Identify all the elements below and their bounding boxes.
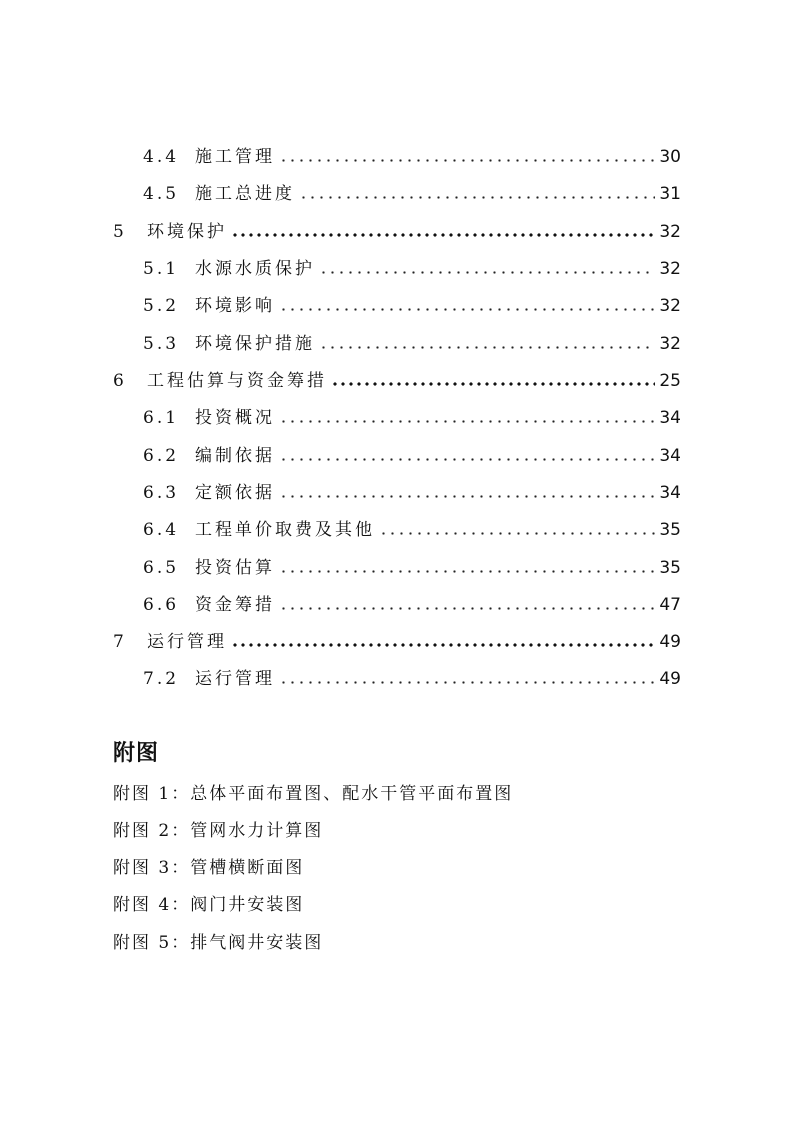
toc-entry[interactable] bbox=[113, 367, 681, 391]
toc-entry-page: 32 bbox=[659, 296, 681, 316]
toc-entry-title: 环境影响 bbox=[195, 296, 275, 316]
toc-entry-number: 7 bbox=[113, 632, 127, 652]
toc-entry-page: 25 bbox=[659, 371, 681, 391]
toc-entry-page: 32 bbox=[659, 222, 681, 242]
toc-dot-leader bbox=[279, 681, 655, 684]
toc-entry-number: 4.5 bbox=[143, 184, 180, 204]
toc-entry-page: 35 bbox=[659, 520, 681, 540]
toc-entry-number: 5.1 bbox=[143, 259, 180, 279]
toc-entry[interactable] bbox=[113, 628, 681, 652]
toc-entry[interactable] bbox=[143, 554, 681, 578]
toc-entry[interactable] bbox=[143, 479, 681, 503]
toc-entry-page: 32 bbox=[659, 334, 681, 354]
toc-entry-title: 环境保护措施 bbox=[195, 334, 315, 354]
toc-entry-page: 49 bbox=[659, 669, 681, 689]
toc-dot-leader bbox=[319, 271, 655, 274]
toc-dot-leader bbox=[279, 495, 655, 498]
appendix-item: 附图 4：阀门井安装图 bbox=[113, 895, 305, 915]
toc-entry-page: 49 bbox=[659, 632, 681, 652]
toc-dot-leader bbox=[231, 643, 655, 647]
toc-entry-page: 34 bbox=[659, 446, 681, 466]
toc-entry-number: 6.6 bbox=[143, 595, 180, 615]
toc-dot-leader bbox=[299, 196, 655, 199]
toc-entry-number: 7.2 bbox=[143, 669, 180, 689]
toc-entry[interactable] bbox=[143, 143, 681, 167]
appendix-heading: 附图 bbox=[113, 740, 160, 766]
toc-entry-title: 工程估算与资金筹措 bbox=[147, 371, 327, 391]
toc-entry-title: 编制依据 bbox=[195, 446, 275, 466]
toc-entry-title: 定额依据 bbox=[195, 483, 275, 503]
toc-entry-title: 环境保护 bbox=[147, 222, 227, 242]
toc-entry-number: 6.2 bbox=[143, 446, 180, 466]
toc-entry[interactable] bbox=[143, 404, 681, 428]
toc-entry-title: 投资估算 bbox=[195, 558, 275, 578]
toc-entry-page: 30 bbox=[659, 147, 681, 167]
appendix-item: 附图 2：管网水力计算图 bbox=[113, 821, 324, 841]
toc-entry[interactable] bbox=[143, 591, 681, 615]
toc-dot-leader bbox=[279, 570, 655, 573]
toc-entry-page: 34 bbox=[659, 408, 681, 428]
toc-entry-number: 6.3 bbox=[143, 483, 180, 503]
toc-entry-title: 施工总进度 bbox=[195, 184, 295, 204]
toc-entry-title: 运行管理 bbox=[195, 669, 275, 689]
appendix-item: 附图 5：排气阀井安装图 bbox=[113, 933, 324, 953]
toc-dot-leader bbox=[379, 532, 655, 535]
appendix-item: 附图 3：管槽横断面图 bbox=[113, 858, 305, 878]
toc-dot-leader bbox=[279, 308, 655, 311]
toc-entry[interactable] bbox=[143, 330, 681, 354]
toc-entry-title: 资金筹措 bbox=[195, 595, 275, 615]
toc-entry[interactable] bbox=[143, 255, 681, 279]
toc-entry-title: 施工管理 bbox=[195, 147, 275, 167]
toc-entry-page: 47 bbox=[659, 595, 681, 615]
toc-entry[interactable] bbox=[143, 442, 681, 466]
toc-dot-leader bbox=[331, 382, 655, 386]
toc-entry-number: 6.1 bbox=[143, 408, 180, 428]
toc-entry-number: 6.5 bbox=[143, 558, 180, 578]
toc-entry-title: 工程单价取费及其他 bbox=[195, 520, 375, 540]
toc-entry-number: 4.4 bbox=[143, 147, 180, 167]
toc-dot-leader bbox=[279, 159, 655, 162]
toc-dot-leader bbox=[319, 346, 655, 349]
toc-entry[interactable] bbox=[113, 218, 681, 242]
toc-dot-leader bbox=[231, 233, 655, 237]
appendix-item: 附图 1：总体平面布置图、配水干管平面布置图 bbox=[113, 784, 514, 804]
toc-entry-number: 6 bbox=[113, 371, 127, 391]
toc-entry-number: 5.3 bbox=[143, 334, 180, 354]
toc-entry[interactable] bbox=[143, 665, 681, 689]
toc-entry[interactable] bbox=[143, 292, 681, 316]
toc-entry-title: 运行管理 bbox=[147, 632, 227, 652]
toc-dot-leader bbox=[279, 607, 655, 610]
toc-entry-page: 35 bbox=[659, 558, 681, 578]
toc-entry-page: 34 bbox=[659, 483, 681, 503]
toc-entry-number: 5.2 bbox=[143, 296, 180, 316]
toc-entry[interactable] bbox=[143, 180, 681, 204]
toc-entry-title: 水源水质保护 bbox=[195, 259, 315, 279]
toc-dot-leader bbox=[279, 458, 655, 461]
toc-entry-page: 31 bbox=[659, 184, 681, 204]
toc-entry-number: 6.4 bbox=[143, 520, 180, 540]
toc-entry[interactable] bbox=[143, 516, 681, 540]
toc-dot-leader bbox=[279, 420, 655, 423]
toc-entry-number: 5 bbox=[113, 222, 127, 242]
toc-entry-title: 投资概况 bbox=[195, 408, 275, 428]
toc-entry-page: 32 bbox=[659, 259, 681, 279]
